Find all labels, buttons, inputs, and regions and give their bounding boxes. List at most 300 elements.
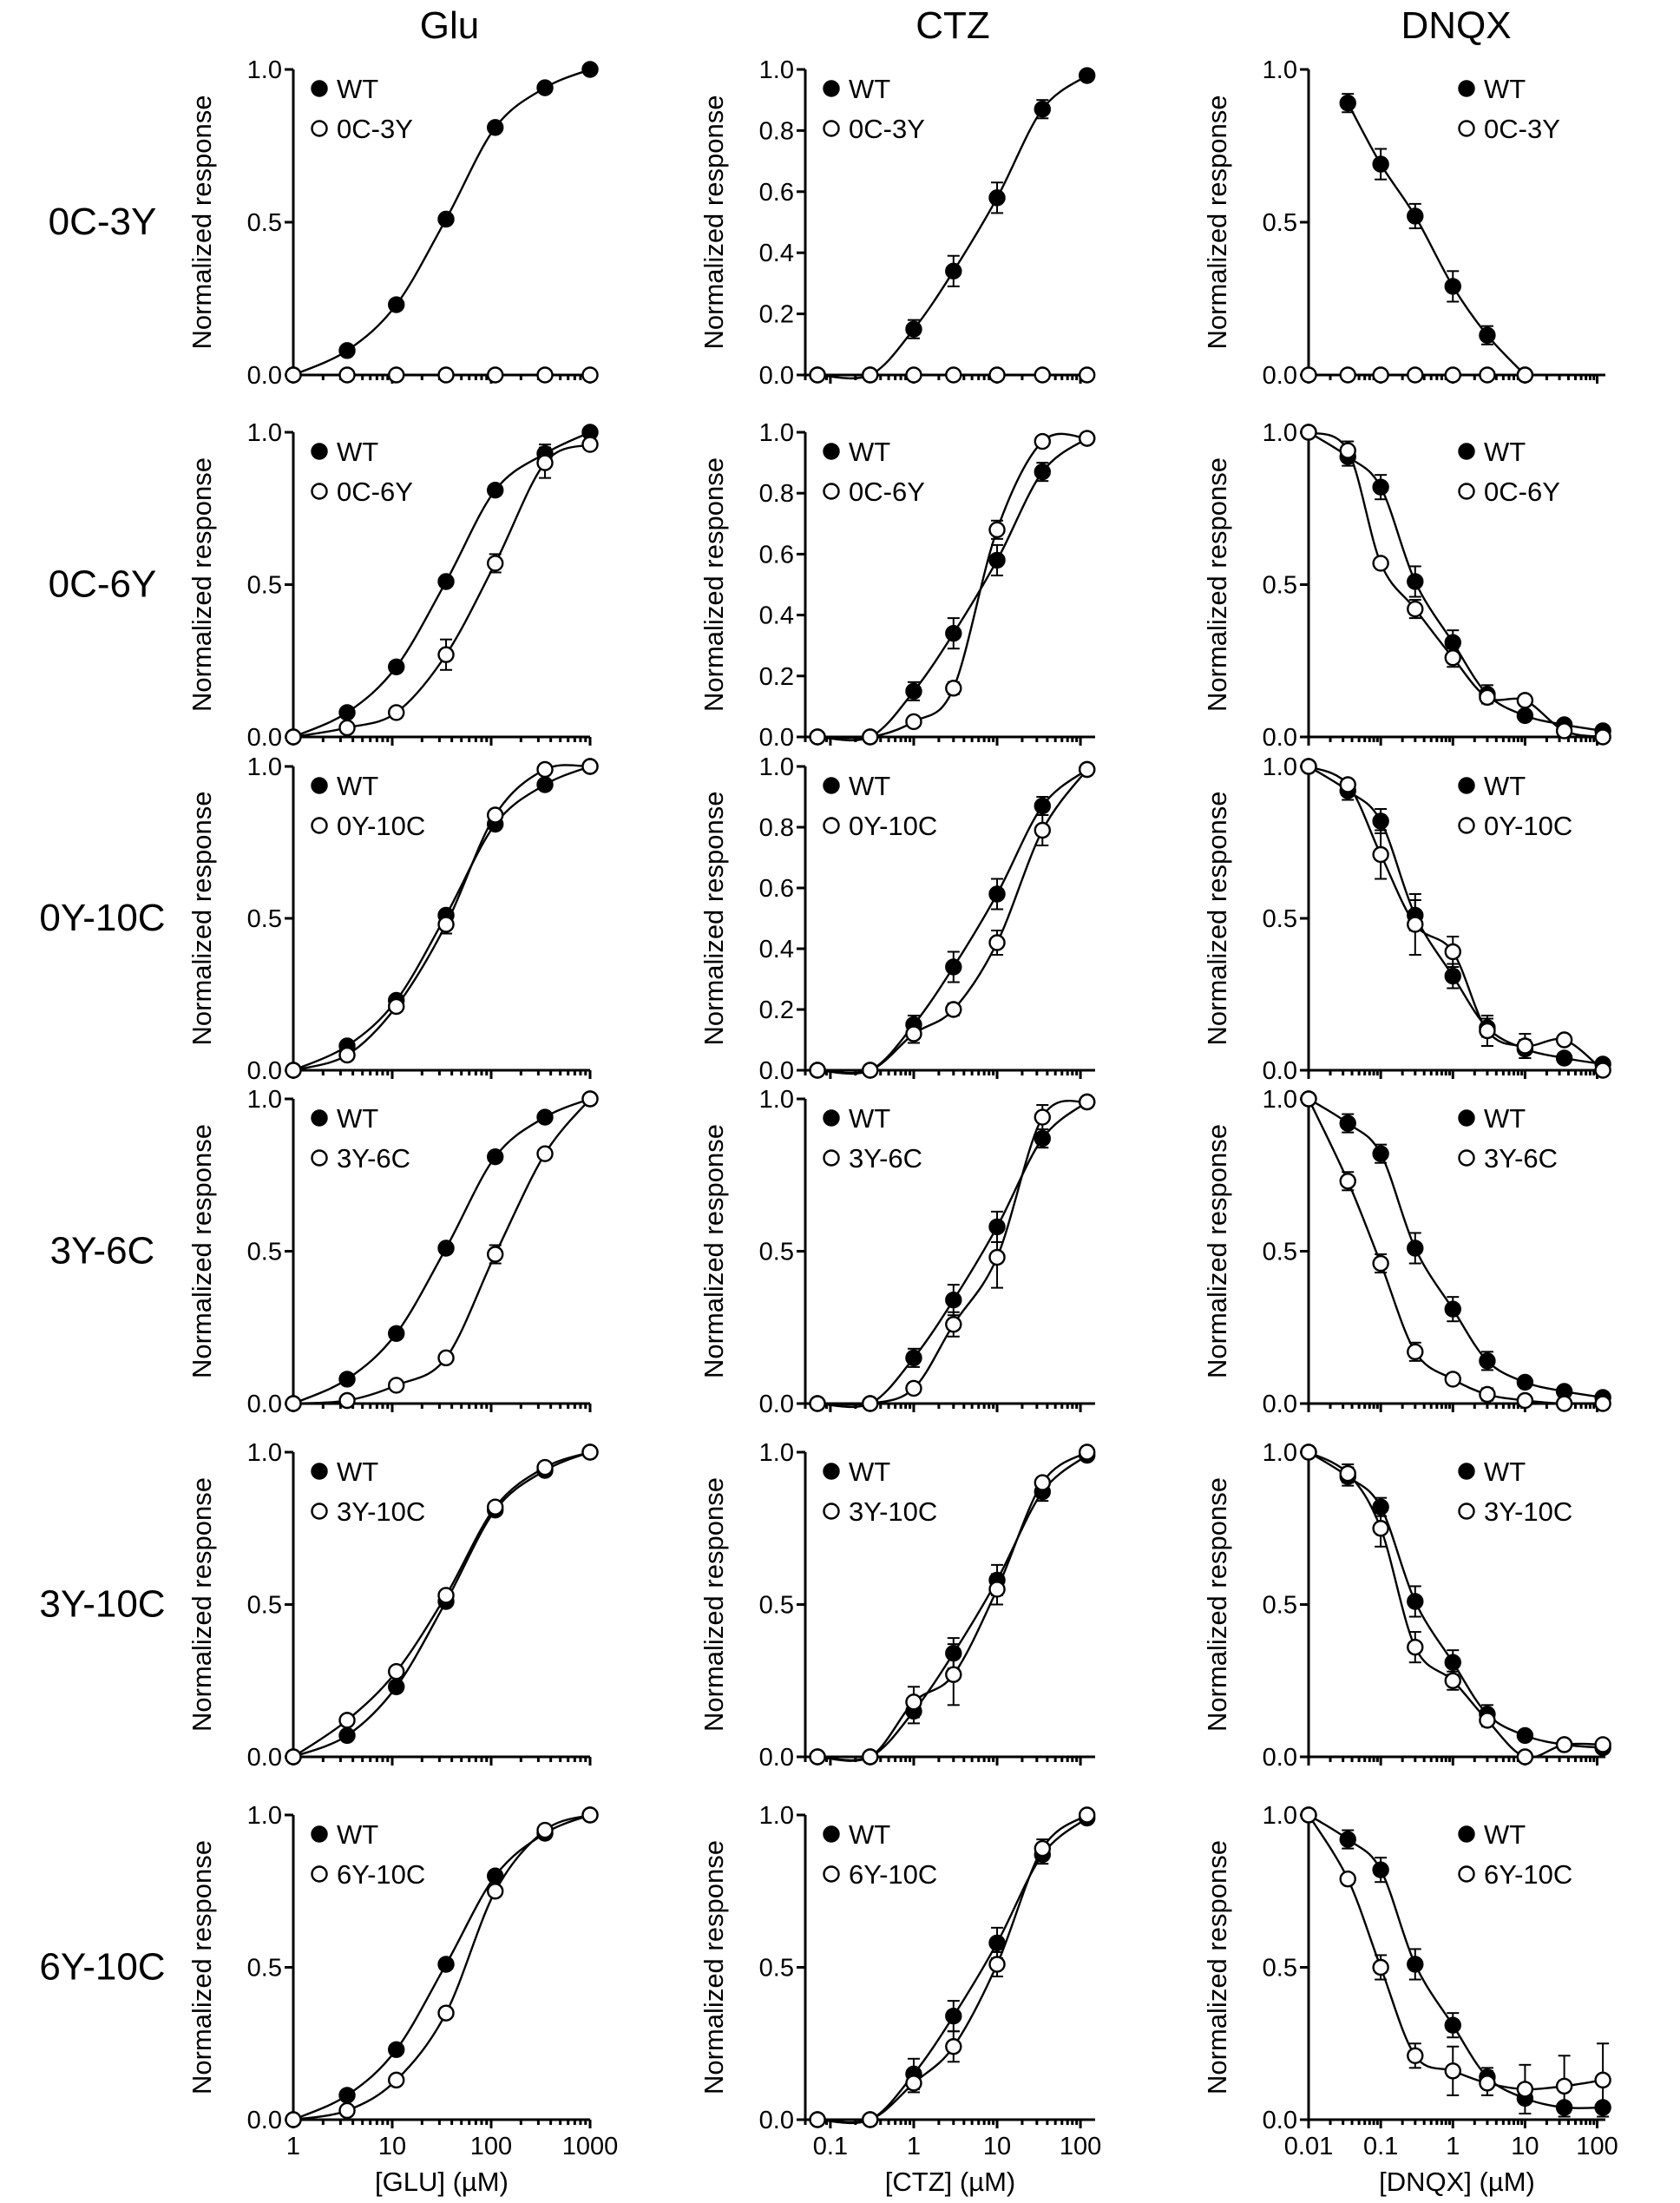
y-tick-label: 0.0 <box>1262 2107 1297 2134</box>
data-point-wt <box>1480 328 1494 343</box>
y-tick-label: 0.0 <box>758 362 794 390</box>
y-axis-label: Normalized response <box>1202 457 1232 712</box>
y-tick-label: 1.0 <box>758 56 794 84</box>
legend-label: 3Y-6C <box>337 1143 411 1174</box>
legend-marker <box>312 122 327 136</box>
data-point-wt <box>1080 69 1094 83</box>
data-point-3y-10c <box>1080 1445 1094 1460</box>
legend-label: WT <box>849 1103 891 1134</box>
row-label-0y-10c: 0Y-10C <box>39 897 166 939</box>
data-point-0y-10c <box>1374 847 1388 862</box>
panel-0c-3y-ctz <box>699 56 1095 390</box>
legend-label: 6Y-10C <box>337 1859 426 1890</box>
data-point-wt <box>1446 279 1460 293</box>
y-axis-label: Normalized response <box>187 791 217 1046</box>
y-axis-label: Normalized response <box>1202 791 1232 1046</box>
data-point-3y-10c <box>1302 1445 1316 1460</box>
y-axis-label: Normalized response <box>699 1124 729 1378</box>
legend-marker <box>824 1827 839 1842</box>
data-point-3y-6c <box>1080 1095 1094 1109</box>
y-axis-label: Normalized response <box>187 457 217 712</box>
data-point-wt <box>439 1240 454 1255</box>
legend-marker <box>312 82 327 96</box>
legend-label: WT <box>849 771 891 801</box>
y-tick-label: 0.5 <box>246 209 282 237</box>
data-point-6y-10c <box>340 2103 355 2118</box>
legend-marker <box>312 819 327 833</box>
data-point-3y-6c <box>1374 1256 1388 1271</box>
data-point-wt <box>1446 2018 1460 2033</box>
row-label-3y-10c: 3Y-10C <box>39 1582 166 1626</box>
legend-label: WT <box>849 1819 891 1850</box>
data-point-3y-10c <box>538 1460 553 1475</box>
y-tick-label: 0.6 <box>758 541 794 569</box>
data-point-3y-6c <box>1446 1371 1460 1386</box>
data-point-6y-10c <box>286 2113 301 2127</box>
data-point-3y-10c <box>1518 1750 1532 1765</box>
data-point-wt <box>946 960 961 975</box>
legend-label: 3Y-10C <box>337 1496 426 1527</box>
x-tick-label: 1 <box>285 2133 301 2160</box>
legend-marker <box>1460 122 1474 136</box>
data-point-0c-3y <box>389 368 404 383</box>
data-point-wt <box>538 1110 553 1125</box>
legend-label: WT <box>337 437 379 467</box>
row-label-6y-10c: 6Y-10C <box>39 1945 166 1989</box>
legend-label: WT <box>849 437 891 467</box>
data-point-3y-6c <box>488 1247 502 1262</box>
y-tick-label: 0.8 <box>758 117 794 146</box>
legend-label: 3Y-10C <box>1484 1496 1573 1527</box>
panel-6y-10c-dnqx <box>1202 1802 1618 2197</box>
x-tick-label: 0.01 <box>1283 2133 1334 2160</box>
y-axis-label: Normalized response <box>1202 1124 1232 1378</box>
data-point-0c-3y <box>583 368 598 383</box>
data-point-0c-6y <box>583 437 598 452</box>
data-point-0y-10c <box>863 1063 877 1078</box>
data-point-6y-10c <box>1408 2048 1422 2063</box>
legend-marker <box>312 1827 327 1842</box>
data-point-0y-10c <box>1518 1039 1532 1054</box>
data-point-0y-10c <box>946 1003 961 1017</box>
data-point-wt <box>1035 464 1050 479</box>
data-point-6y-10c <box>863 2113 877 2127</box>
data-point-0y-10c <box>1480 1023 1494 1038</box>
data-point-0c-6y <box>1518 693 1532 707</box>
y-tick-label: 1.0 <box>758 419 794 447</box>
data-point-wt <box>389 1680 404 1694</box>
y-tick-label: 1.0 <box>758 1086 794 1114</box>
panel-3y-10c-glu <box>187 1439 598 1772</box>
data-point-wt <box>538 81 553 95</box>
x-tick-label: 1 <box>906 2133 922 2160</box>
row-label-0c-6y: 0C-6Y <box>48 562 157 606</box>
data-point-0y-10c <box>1080 762 1094 777</box>
data-point-3y-10c <box>1035 1476 1050 1490</box>
data-point-0c-3y <box>990 368 1005 383</box>
data-point-wt <box>439 1956 454 1971</box>
data-point-wt <box>946 2009 961 2023</box>
legend-label: 0Y-10C <box>849 811 938 841</box>
data-point-wt <box>906 322 921 337</box>
y-tick-label: 0.5 <box>1262 571 1297 600</box>
data-point-0c-3y <box>1446 368 1460 383</box>
y-tick-label: 1.0 <box>1262 56 1297 84</box>
y-tick-label: 0.5 <box>1262 1591 1297 1620</box>
data-point-6y-10c <box>1341 1871 1355 1886</box>
data-point-6y-10c <box>1374 1960 1388 1975</box>
data-point-0c-3y <box>1080 368 1094 383</box>
legend-label: WT <box>1484 1819 1526 1850</box>
data-point-3y-10c <box>583 1445 598 1460</box>
data-point-3y-10c <box>340 1713 355 1727</box>
y-tick-label: 0.5 <box>246 1238 282 1266</box>
column-title-dnqx: DNQX <box>1401 4 1512 47</box>
data-point-wt <box>488 1149 502 1164</box>
y-tick-label: 0.0 <box>758 2107 794 2134</box>
data-point-6y-10c <box>810 2113 825 2127</box>
data-point-0c-6y <box>1341 444 1355 458</box>
data-point-0c-3y <box>810 368 825 383</box>
y-tick-label: 0.0 <box>1262 1744 1297 1772</box>
y-axis-label: Normalized response <box>699 457 729 712</box>
x-axis-label: [CTZ] (µM) <box>884 2167 1016 2197</box>
data-point-3y-10c <box>946 1667 961 1682</box>
fit-curve-6y-10c <box>1309 1815 1603 2089</box>
data-point-0c-6y <box>286 730 301 745</box>
y-tick-label: 0.2 <box>758 300 794 329</box>
x-axis-label: [GLU] (µM) <box>375 2167 509 2197</box>
legend-label: 0Y-10C <box>1484 811 1573 841</box>
y-axis-label: Normalized response <box>699 95 729 350</box>
data-point-6y-10c <box>488 1884 502 1898</box>
data-point-3y-6c <box>1408 1345 1422 1359</box>
panel-3y-10c-dnqx <box>1202 1439 1611 1772</box>
legend-marker <box>824 819 839 833</box>
y-tick-label: 0.4 <box>758 936 794 963</box>
data-point-wt <box>1446 1302 1460 1317</box>
data-point-3y-6c <box>1596 1397 1611 1411</box>
y-tick-label: 0.4 <box>758 602 794 630</box>
legend-label: 3Y-6C <box>849 1143 923 1174</box>
y-tick-label: 1.0 <box>1262 1086 1297 1114</box>
y-tick-label: 1.0 <box>246 56 282 84</box>
data-point-0c-3y <box>1035 368 1050 383</box>
y-axis-label: Normalized response <box>699 1477 729 1732</box>
y-tick-label: 0.0 <box>246 724 282 752</box>
x-tick-label: 100 <box>469 2133 513 2160</box>
y-tick-label: 1.0 <box>246 1086 282 1114</box>
y-tick-label: 1.0 <box>758 753 794 781</box>
data-point-0y-10c <box>538 762 553 777</box>
data-point-0y-10c <box>810 1063 825 1078</box>
legend-marker <box>1460 1464 1474 1479</box>
y-tick-label: 0.5 <box>246 571 282 600</box>
data-point-0y-10c <box>488 808 502 823</box>
data-point-0y-10c <box>340 1048 355 1062</box>
legend-marker <box>1460 779 1474 793</box>
y-axis-label: Normalized response <box>187 1477 217 1732</box>
y-tick-label: 0.5 <box>758 1591 794 1620</box>
data-point-0y-10c <box>990 936 1005 950</box>
legend-marker <box>824 82 839 96</box>
data-point-0y-10c <box>1557 1033 1572 1048</box>
data-point-wt <box>389 298 404 312</box>
data-point-wt <box>1480 1353 1494 1368</box>
data-point-3y-10c <box>1446 1674 1460 1688</box>
data-point-3y-10c <box>286 1750 301 1765</box>
data-point-0c-3y <box>1302 368 1316 383</box>
data-point-wt <box>946 264 961 279</box>
legend-marker <box>1460 819 1474 833</box>
data-point-0c-6y <box>1035 434 1050 449</box>
y-tick-label: 1.0 <box>1262 1439 1297 1467</box>
x-tick-label: 100 <box>1059 2133 1102 2160</box>
panel-0c-3y-dnqx <box>1202 56 1605 390</box>
panel-0c-6y-dnqx <box>1202 419 1611 752</box>
data-point-wt <box>946 626 961 641</box>
data-point-3y-6c <box>863 1397 877 1411</box>
data-point-6y-10c <box>1480 2075 1494 2090</box>
data-point-wt <box>1035 102 1050 116</box>
data-point-wt <box>340 2088 355 2102</box>
column-title-ctz: CTZ <box>915 4 990 47</box>
data-point-3y-10c <box>990 1582 1005 1596</box>
legend-label: WT <box>337 74 379 104</box>
data-point-3y-10c <box>1557 1737 1572 1752</box>
data-point-wt <box>389 660 404 674</box>
data-point-6y-10c <box>1302 1808 1316 1823</box>
data-point-0c-3y <box>863 368 877 383</box>
data-point-6y-10c <box>1035 1841 1050 1856</box>
legend-marker <box>1460 484 1474 499</box>
y-tick-label: 0.5 <box>758 1238 794 1266</box>
legend-label: WT <box>1484 437 1526 467</box>
y-axis-label: Normalized response <box>187 95 217 350</box>
data-point-0y-10c <box>439 917 454 932</box>
legend-label: WT <box>1484 1457 1526 1487</box>
y-axis-label: Normalized response <box>1202 1840 1232 2094</box>
data-point-0c-6y <box>439 648 454 662</box>
data-point-wt <box>389 2042 404 2057</box>
y-tick-label: 0.0 <box>758 1057 794 1085</box>
data-point-wt <box>1446 635 1460 650</box>
y-tick-label: 0.0 <box>1262 1391 1297 1418</box>
data-point-wt <box>1374 157 1388 172</box>
legend-marker <box>1460 1151 1474 1166</box>
y-tick-label: 0.0 <box>758 1391 794 1418</box>
data-point-3y-6c <box>990 1250 1005 1265</box>
y-tick-label: 1.0 <box>246 1439 282 1467</box>
data-point-3y-10c <box>389 1664 404 1679</box>
y-tick-label: 0.0 <box>1262 362 1297 390</box>
data-point-wt <box>439 574 454 589</box>
data-point-6y-10c <box>1518 2081 1532 2096</box>
data-point-0c-3y <box>1518 368 1532 383</box>
data-point-wt <box>1341 1832 1355 1847</box>
data-point-6y-10c <box>1596 2073 1611 2088</box>
data-point-wt <box>990 1936 1005 1950</box>
data-point-0y-10c <box>389 999 404 1014</box>
data-point-wt <box>1374 814 1388 829</box>
data-point-3y-10c <box>810 1750 825 1765</box>
panel-0y-10c-ctz <box>699 753 1095 1085</box>
data-point-wt <box>990 553 1005 568</box>
data-point-0y-10c <box>1408 917 1422 932</box>
legend-marker <box>312 444 327 459</box>
data-point-0c-3y <box>1341 368 1355 383</box>
data-point-3y-10c <box>1341 1466 1355 1481</box>
y-tick-label: 0.5 <box>1262 209 1297 237</box>
data-point-wt <box>389 1326 404 1341</box>
x-tick-label: 100 <box>1576 2133 1618 2160</box>
legend-label: 0C-3Y <box>337 114 413 144</box>
y-tick-label: 0.8 <box>758 814 794 842</box>
data-point-wt <box>990 887 1005 902</box>
column-title-glu: Glu <box>419 4 480 47</box>
legend-label: 0Y-10C <box>337 811 426 841</box>
legend-marker <box>312 779 327 793</box>
data-point-wt <box>1408 1240 1422 1255</box>
data-point-0c-6y <box>906 714 921 729</box>
data-point-wt <box>1446 1655 1460 1670</box>
legend-marker <box>824 1867 839 1882</box>
data-point-3y-6c <box>1302 1092 1316 1107</box>
data-point-3y-6c <box>286 1397 301 1411</box>
data-point-6y-10c <box>538 1823 553 1838</box>
data-point-0c-6y <box>1446 650 1460 665</box>
y-axis-label: Normalized response <box>699 791 729 1046</box>
data-point-3y-10c <box>1374 1521 1388 1536</box>
legend-marker <box>824 1151 839 1166</box>
data-point-3y-10c <box>1596 1737 1611 1752</box>
data-point-0c-6y <box>340 720 355 735</box>
y-tick-label: 0.8 <box>758 480 794 509</box>
x-tick-label: 0.1 <box>1362 2133 1399 2160</box>
data-point-wt <box>538 778 553 792</box>
y-tick-label: 0.5 <box>1262 905 1297 933</box>
y-tick-label: 1.0 <box>246 753 282 781</box>
data-point-3y-6c <box>1518 1393 1532 1408</box>
data-point-wt <box>1408 574 1422 589</box>
data-point-6y-10c <box>583 1808 598 1823</box>
data-point-0c-6y <box>863 730 877 745</box>
data-point-wt <box>340 1728 355 1743</box>
data-point-wt <box>1341 1116 1355 1131</box>
legend-marker <box>1460 1504 1474 1519</box>
data-point-3y-10c <box>488 1500 502 1515</box>
legend-label: 6Y-10C <box>849 1859 938 1890</box>
data-point-3y-6c <box>389 1378 404 1392</box>
data-point-3y-6c <box>946 1317 961 1332</box>
data-point-wt <box>1408 208 1422 223</box>
data-point-wt <box>1408 1594 1422 1608</box>
data-point-3y-6c <box>1557 1397 1572 1411</box>
legend-label: WT <box>1484 1103 1526 1134</box>
data-point-wt <box>439 212 454 227</box>
panel-6y-10c-ctz <box>699 1802 1101 2197</box>
y-tick-label: 0.5 <box>246 905 282 933</box>
data-point-0c-3y <box>1408 368 1422 383</box>
data-point-wt <box>946 1292 961 1307</box>
legend-marker <box>1460 1827 1474 1842</box>
y-tick-label: 0.0 <box>246 362 282 390</box>
legend-marker <box>824 484 839 499</box>
y-tick-label: 0.0 <box>758 724 794 752</box>
data-point-0c-6y <box>810 730 825 745</box>
y-tick-label: 0.0 <box>1262 1057 1297 1085</box>
data-point-wt <box>583 62 598 77</box>
panel-3y-10c-ctz <box>699 1439 1095 1772</box>
panel-3y-6c-ctz <box>699 1086 1095 1418</box>
data-point-0y-10c <box>1302 760 1316 774</box>
legend-label: WT <box>849 1457 891 1487</box>
data-point-6y-10c <box>439 2006 454 2021</box>
y-tick-label: 0.6 <box>758 178 794 207</box>
y-tick-label: 1.0 <box>1262 753 1297 781</box>
legend-label: WT <box>337 1819 379 1850</box>
legend-label: WT <box>337 771 379 801</box>
data-point-wt <box>488 120 502 135</box>
legend-label: WT <box>849 74 891 104</box>
legend-marker <box>312 1867 327 1882</box>
data-point-3y-10c <box>1408 1640 1422 1654</box>
x-tick-label: 0.1 <box>812 2133 849 2160</box>
legend-label: 3Y-10C <box>849 1496 938 1527</box>
data-point-3y-10c <box>439 1588 454 1602</box>
panel-6y-10c-glu <box>187 1802 618 2197</box>
panel-0y-10c-glu <box>187 753 598 1085</box>
data-point-0c-6y <box>1408 602 1422 616</box>
y-tick-label: 1.0 <box>758 1439 794 1467</box>
data-point-wt <box>1374 480 1388 495</box>
legend-marker <box>824 1504 839 1519</box>
data-point-3y-10c <box>1480 1713 1494 1727</box>
data-point-6y-10c <box>906 2075 921 2090</box>
data-point-wt <box>1557 1051 1572 1066</box>
data-point-0y-10c <box>286 1063 301 1078</box>
data-point-3y-6c <box>439 1351 454 1365</box>
legend-label: WT <box>1484 74 1526 104</box>
data-point-wt <box>990 190 1005 205</box>
data-point-0c-6y <box>1480 690 1494 705</box>
y-tick-label: 0.0 <box>246 1744 282 1772</box>
x-tick-label: 10 <box>377 2133 407 2160</box>
data-point-wt <box>1518 1375 1532 1390</box>
data-point-0y-10c <box>583 760 598 774</box>
legend-label: WT <box>337 1457 379 1487</box>
data-point-wt <box>1035 1131 1050 1146</box>
legend-marker <box>312 484 327 499</box>
panel-0y-10c-dnqx <box>1202 753 1611 1085</box>
fit-curve-wt <box>1309 1099 1603 1397</box>
y-tick-label: 1.0 <box>246 419 282 447</box>
row-label-0c-3y: 0C-3Y <box>48 201 157 243</box>
legend-label: 6Y-10C <box>1484 1859 1573 1890</box>
row-label-3y-6c: 3Y-6C <box>49 1229 155 1272</box>
data-point-0c-3y <box>488 368 502 383</box>
y-tick-label: 0.5 <box>1262 1238 1297 1266</box>
data-point-wt <box>340 343 355 358</box>
legend-label: WT <box>337 1103 379 1134</box>
data-point-0c-3y <box>946 368 961 383</box>
data-point-6y-10c <box>1446 2063 1460 2078</box>
data-point-wt <box>1518 1728 1532 1743</box>
data-point-3y-6c <box>810 1397 825 1411</box>
data-point-3y-6c <box>1480 1387 1494 1402</box>
legend-marker <box>824 444 839 459</box>
data-point-0c-6y <box>946 681 961 695</box>
